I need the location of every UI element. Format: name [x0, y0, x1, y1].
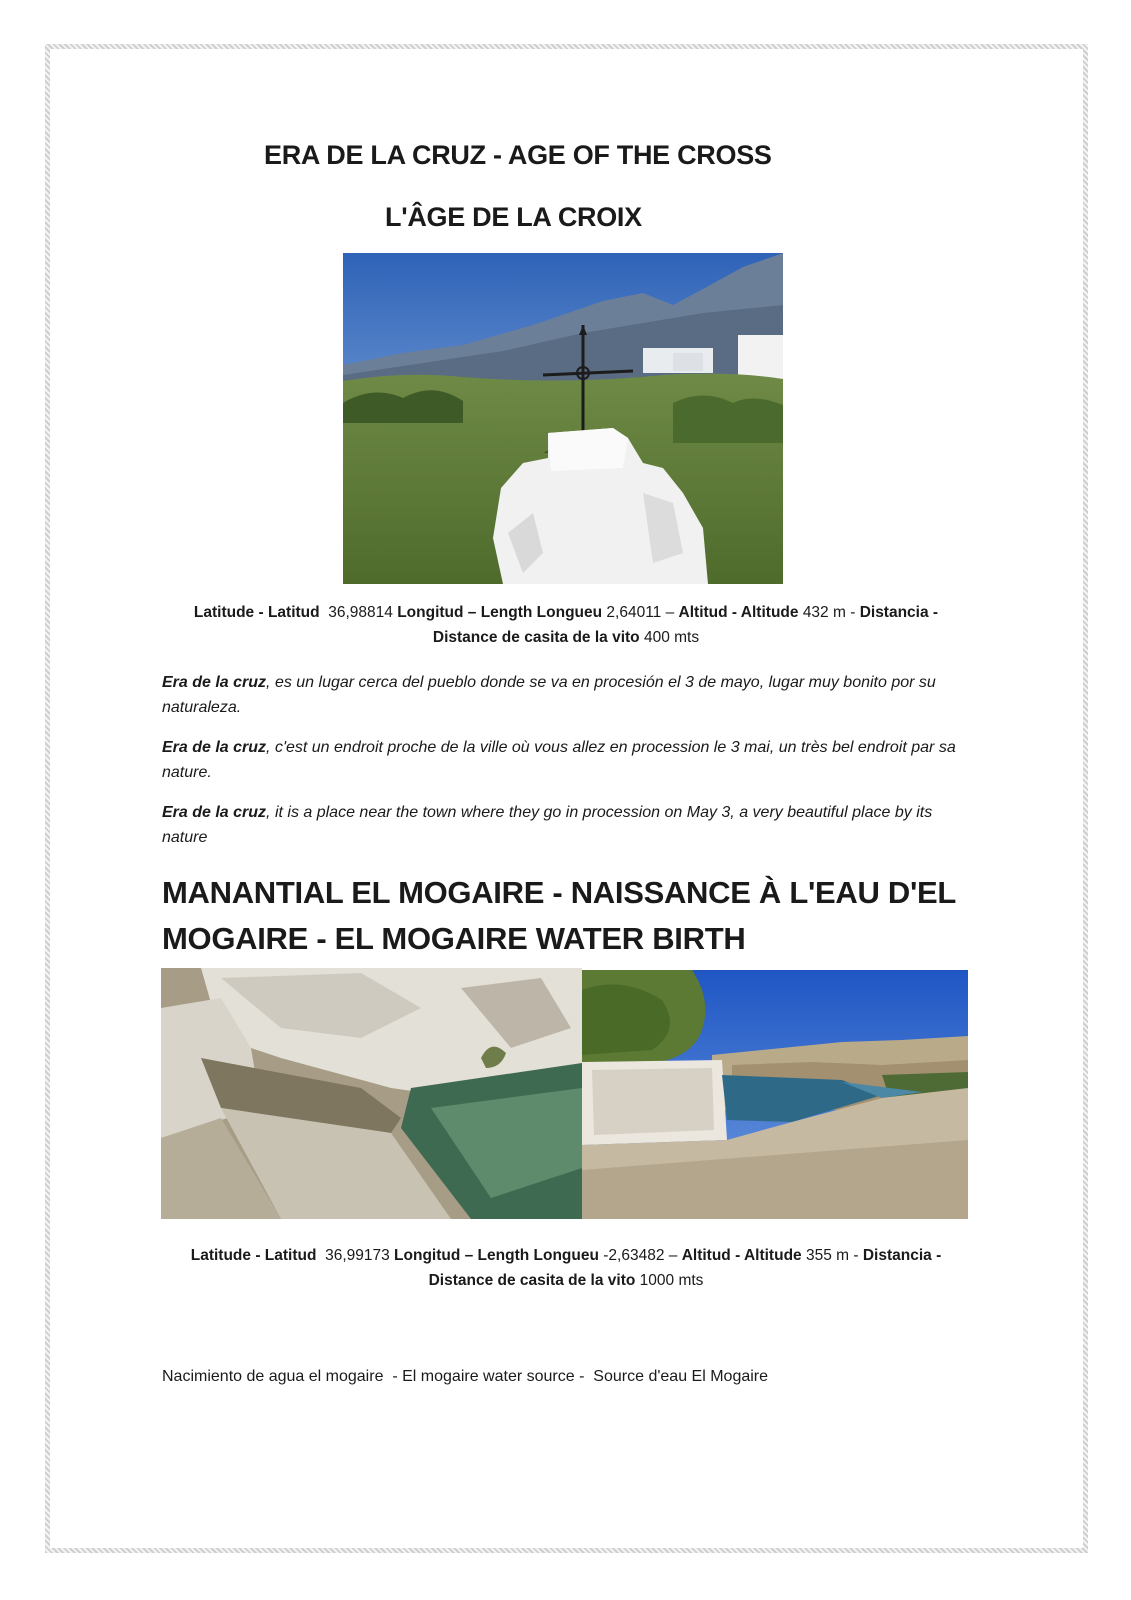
altitude-value: 432 m -: [802, 604, 856, 621]
coordinates-el-mogaire: [160, 1243, 972, 1293]
distance-value: 400 mts: [643, 629, 700, 646]
water-source-note: Nacimiento de agua el mogaire - El mogaire water source - Source d'eau El Mogaire: [162, 1368, 769, 1385]
altitude-value: 355 m -: [805, 1247, 859, 1264]
page-subtitle: L'ÂGE DE LA CROIX: [385, 202, 642, 232]
description-lead: Era de la cruz: [162, 674, 267, 691]
latitude-label: Latitude - Latitud: [190, 1247, 317, 1264]
description-text: , es un lugar cerca del pueblo donde se va en procesión el 3 de mayo, lugar muy bonito por su naturaleza.: [162, 674, 936, 716]
distance-label: Distancia - Distance de casita de la vito: [432, 604, 939, 646]
altitude-label: Altitud - Altitude: [678, 604, 799, 621]
latitude-value: 36,98814: [328, 604, 393, 621]
stone-water-channel-photo: [161, 968, 582, 1219]
description-english: [162, 800, 977, 850]
latitude-value: 36,99173: [325, 1247, 390, 1264]
longitude-value: 2,64011 –: [606, 604, 675, 621]
section-title: MANANTIAL EL MOGAIRE - NAISSANCE À L'EAU D'EL MOGAIRE - EL MOGAIRE WATER BIRTH: [162, 875, 956, 956]
description-text: , c'est un endroit proche de la ville où vous allez en procession le 3 mai, un très bel endroit par sa nature.: [162, 739, 956, 781]
water-pool-landscape-photo: [582, 970, 968, 1219]
description-text: , it is a place near the town where they go in procession on May 3, a very beautiful place by its nature: [162, 804, 933, 846]
description-spanish: [162, 670, 977, 720]
longitude-label: Longitud – Length Longueu: [397, 604, 603, 621]
longitude-label: Longitud – Length Longueu: [394, 1247, 599, 1264]
description-lead: Era de la cruz: [162, 804, 267, 821]
description-french: [162, 735, 977, 785]
altitude-label: Altitud - Altitude: [681, 1247, 802, 1264]
coordinates-era-de-la-cruz: [160, 600, 972, 650]
description-lead: Era de la cruz: [162, 739, 267, 756]
page-title: ERA DE LA CRUZ - AGE OF THE CROSS: [264, 140, 772, 170]
cross-on-rock-photo: [343, 253, 783, 584]
distance-value: 1000 mts: [639, 1272, 704, 1289]
latitude-label: Latitude - Latitud: [193, 604, 320, 621]
longitude-value: -2,63482 –: [603, 1247, 678, 1264]
distance-label: Distancia - Distance de casita de la vito: [428, 1247, 942, 1289]
